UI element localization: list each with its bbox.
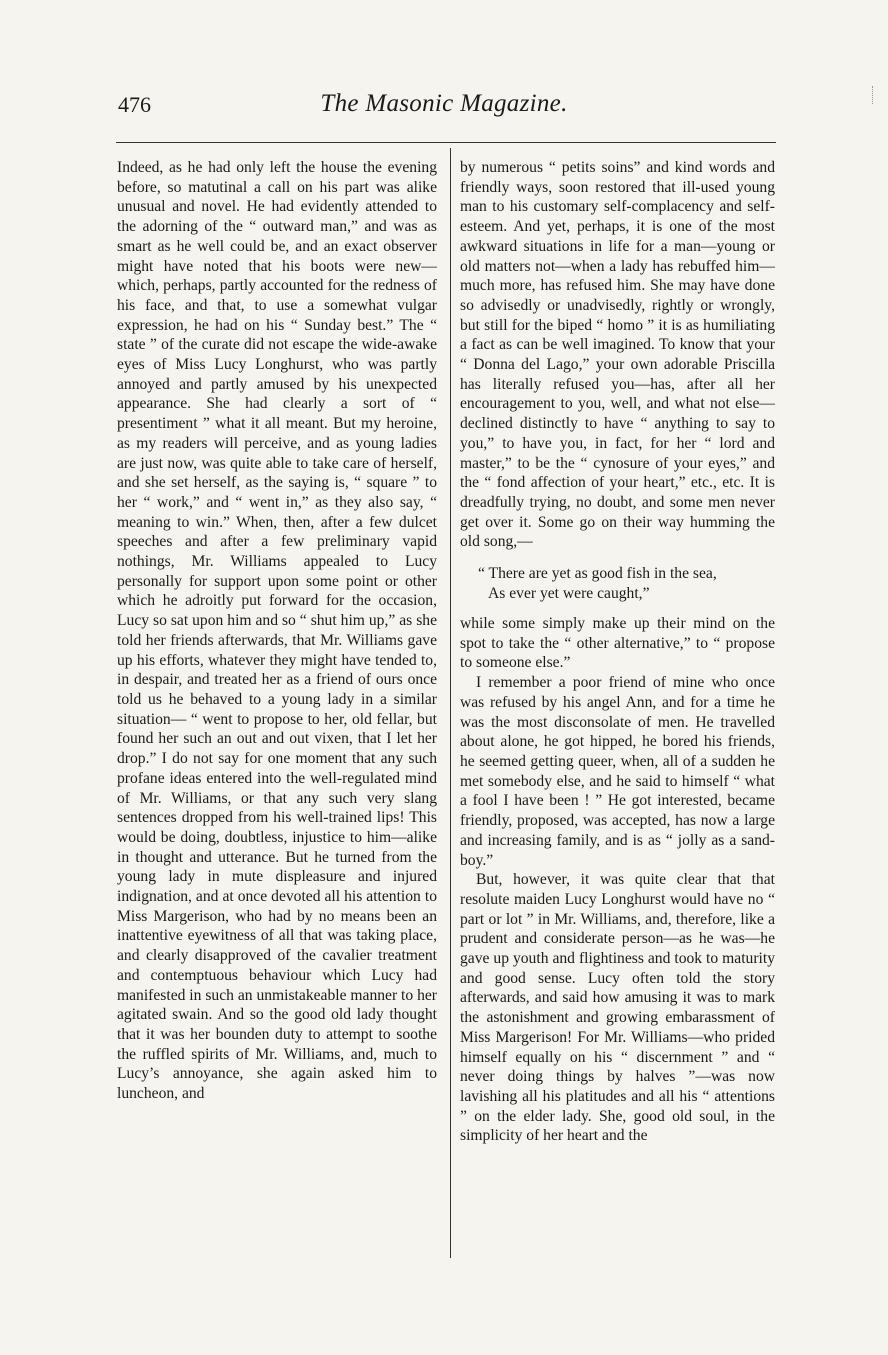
verse-quote — [478, 564, 775, 604]
right-paragraph-2: while some simply make up their mind on the spot to take the “ other alternative,” to “ propose to someone else.” — [460, 615, 775, 672]
right-paragraph-1: by numerous “ petits soins” and kind words and friendly ways, soon restored that ill-used young man to his customary self-complacency and self-esteem. And yet, perhaps, it is one of the most awkward situations in life for a man—young or old matters not—when a lady has rebuffed him—much more, has refused him. She may have done so advisedly or unadvisedly, rightly or wrongly, but still for the biped “ homo ” it is as humiliating a fact as can be well imagined. To know that your “ Donna del Lago,” your own adorable Priscilla has literally refused you—has, after all her encouragement to you, well, and what not else—declined distinctly to have “ anything to say to you,” to have you, in fact, for her “ lord and master,” to be the “ cynosure of your eyes,” and the “ fond affection of your heart,” etc., etc. It is dreadfully trying, no doubt, and some men never get over it. Some go on their way humming the old song,— — [460, 159, 775, 551]
left-paragraph: Indeed, as he had only left the house the evening before, so matutinal a call on his part was alike unusual and novel. He had evidently attended to the adorning of the “ outward man,” and was as smart as he well could be, and an exact observer might have noted that his boots were new— which, perhaps, partly accounted for the redness of his face, and that, to use a somewhat vulgar expression, he had on his “ Sunday best.” The “ state ” of the curate did not escape the wide-awake eyes of Miss Lucy Longhurst, who was partly annoyed and partly amused by his unexpected appearance. She had clearly a sort of “ presentiment ” what it all meant. But my heroine, as my readers will perceive, and as young ladies are just now, was quite able to take care of herself, and she set herself, as the saying is, “ square ” to her “ work,” and “ went in,” as they also say, “ meaning to win.” When, then, after a few dulcet speeches and after a few preliminary vapid nothings, Mr. Williams appealed to Lucy personally for support upon some point or other which he adroitly put forward for the occasion, Lucy so sat upon him and so “ shut him up,” as she told her friends afterwards, that Mr. Williams gave up his efforts, whatever they might have tended to, in despair, and treated her as a friend of ours once told us he behaved to a young lady in a similar situation— “ went to propose to her, old fellar, but found her such an out and out vixen, that I let her drop.” I do not say for one moment that any such profane ideas entered into the well-regulated mind of Mr. Williams, or that any such very slang sentences dropped from his well-trained lips! This would be doing, doubtless, injustice to him—alike in thought and utterance. But he turned from the young lady in mute displeasure and injured indignation, and at once devoted all his attention to Miss Margerison, who had by no means been an inattentive eyewitness of all that was taking place, and clearly disapproved of the cavalier treatment and contemptuous behaviour which Lucy had manifested in such an unmistakeable manner to her agitated swain. And so the good old lady thought that it was her bounden duty to attempt to soothe the ruffled spirits of Mr. Williams, and, much to Lucy’s annoyance, she again asked him to luncheon, and — [117, 159, 437, 1103]
page-number: 476 — [118, 92, 151, 117]
right-column — [460, 158, 775, 1146]
right-paragraph-4: But, however, it was quite clear that that resolute maiden Lucy Longhurst would have no “ part or lot ” in Mr. Williams, and, therefore, like a prudent and considerate person—as he was—he gave up youth and flightiness and took to maturity and good sense. Lucy often told the story afterwards, and said how amusing it was to mark the astonishment and growing embarassment of Miss Margerison! For Mr. Williams—who prided himself equally on his “ discernment ” and “ never doing things by halves ”—was now lavishing all his platitudes and all his “ attentions ” on the elder lady. She, good old soul, in the simplicity of her heart and the — [460, 871, 775, 1145]
header-rule — [116, 142, 776, 143]
column-divider — [450, 148, 451, 1258]
right-paragraph-3: I remember a poor friend of mine who once was refused by his angel Ann, and for a time he was the most disconsolate of men. He travelled about alone, he got hipped, he bored his friends, he seemed getting queer, when, all of a sudden he met somebody else, and he said to himself “ what a fool I have been ! ” He got interested, became friendly, proposed, was accepted, has now a large and increasing family, and is as “ jolly as a sand-boy.” — [460, 674, 775, 869]
verse-line-2: As ever yet were caught,” — [488, 585, 650, 603]
edge-mark — [872, 86, 879, 104]
page-title: The Masonic Magazine. — [320, 90, 568, 117]
left-column — [117, 158, 437, 1104]
verse-line-1: “ There are yet as good fish in the sea, — [478, 565, 717, 583]
